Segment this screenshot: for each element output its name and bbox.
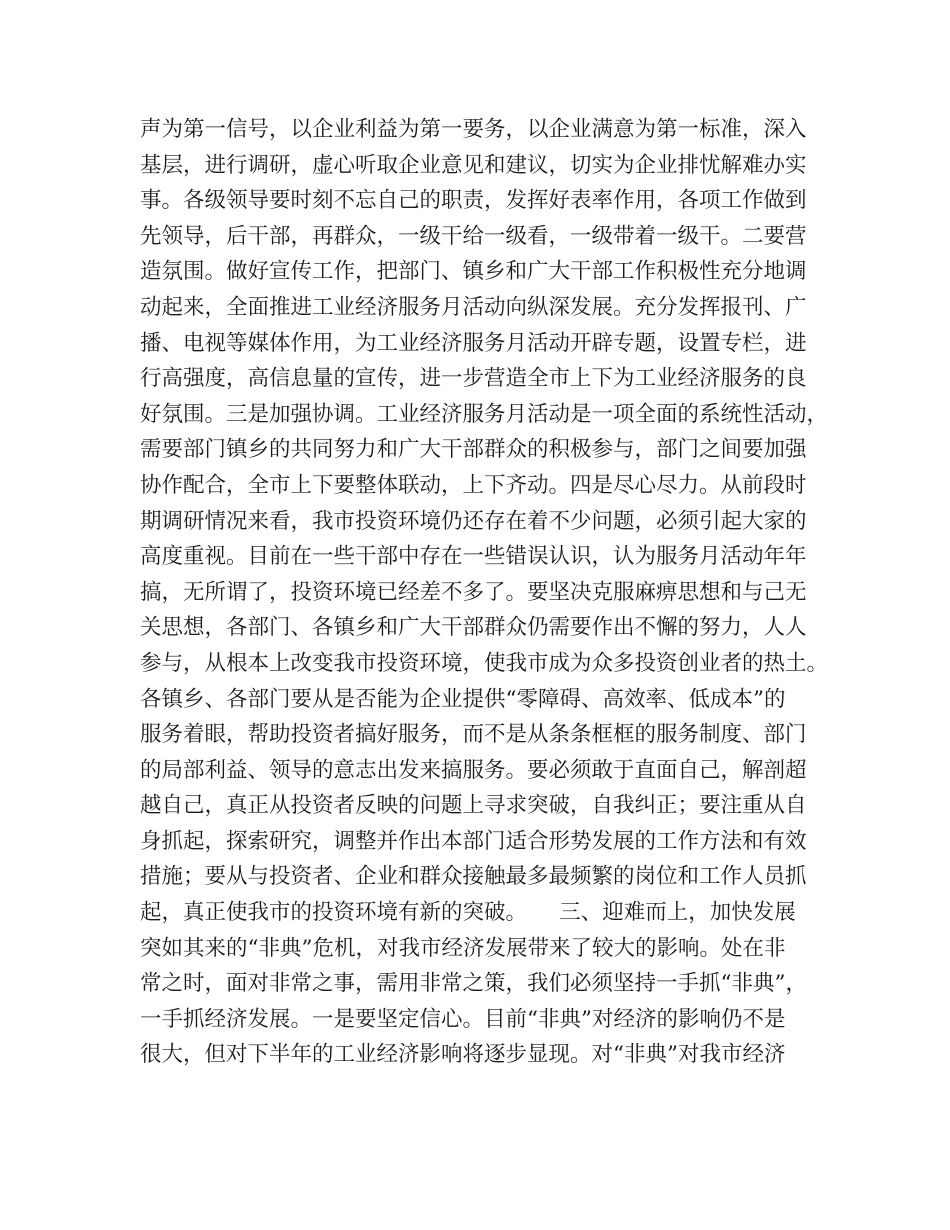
text-line: 服务着眼，帮助投资者搞好服务，而不是从条条框框的服务制度、部门: [140, 722, 807, 748]
text-line: 越自己，真正从投资者反映的问题上寻求突破，自我纠正；要注重从自: [140, 793, 807, 819]
text-line: 事。各级领导要时刻不忘自己的职责，发挥好表率作用，各项工作做到: [140, 188, 807, 214]
text-line: 一手抓经济发展。一是要坚定信心。目前“非典”对经济的影响仍不是: [140, 1006, 786, 1032]
text-line: 协作配合，全市上下要整体联动，上下齐动。四是尽心尽力。从前段时: [140, 472, 807, 498]
text-line: 起，真正使我市的投资环境有新的突破。 三、迎难而上，加快发展: [140, 900, 796, 926]
text-line: 搞，无所谓了，投资环境已经差不多了。要坚决克服麻痹思想和与己无: [140, 579, 807, 605]
text-line: 很大，但对下半年的工业经济影响将逐步显现。对“非典”对我市经济: [140, 1042, 786, 1068]
text-line: 措施；要从与投资者、企业和群众接触最多最频繁的岗位和工作人员抓: [140, 864, 807, 890]
text-line: 基层，进行调研，虚心听取企业意见和建议，切实为企业排忧解难办实: [140, 152, 807, 178]
text-line: 好氛围。三是加强协调。工业经济服务月活动是一项全面的系统性活动，: [140, 401, 829, 427]
text-line: 各镇乡、各部门要从是否能为企业提供“零障碍、高效率、低成本”的: [140, 686, 786, 712]
text-line: 常之时，面对非常之事，需用非常之策，我们必须坚持一手抓“非典”，: [140, 971, 807, 997]
text-line: 造氛围。做好宣传工作，把部门、镇乡和广大干部工作积极性充分地调: [140, 259, 807, 285]
text-line: 关思想，各部门、各镇乡和广大干部群众仍需要作出不懈的努力，人人: [140, 615, 807, 641]
text-line: 身抓起，探索研究，调整并作出本部门适合形势发展的工作方法和有效: [140, 828, 807, 854]
text-line: 突如其来的“非典”危机，对我市经济发展带来了较大的影响。处在非: [140, 935, 786, 961]
text-line: 动起来，全面推进工业经济服务月活动向纵深发展。充分发挥报刊、广: [140, 294, 807, 320]
text-line: 先领导，后干部，再群众，一级干给一级看，一级带着一级干。二要营: [140, 223, 807, 249]
text-line: 需要部门镇乡的共同努力和广大干部群众的积极参与，部门之间要加强: [140, 437, 807, 463]
text-line: 高度重视。目前在一些干部中存在一些错误认识，认为服务月活动年年: [140, 544, 807, 570]
text-line: 行高强度，高信息量的宣传，进一步营造全市上下为工业经济服务的良: [140, 366, 807, 392]
text-line: 的局部利益、领导的意志出发来搞服务。要必须敢于直面自己，解剖超: [140, 757, 807, 783]
text-line: 期调研情况来看，我市投资环境仍还存在着不少问题，必须引起大家的: [140, 508, 807, 534]
text-line: 参与，从根本上改变我市投资环境，使我市成为众多投资创业者的热土。: [140, 650, 829, 676]
text-line: 声为第一信号，以企业利益为第一要务，以企业满意为第一标准，深入: [140, 117, 807, 142]
body-text: [140, 112, 830, 1073]
text-line: 播、电视等媒体作用，为工业经济服务月活动开辟专题，设置专栏，进: [140, 330, 807, 356]
